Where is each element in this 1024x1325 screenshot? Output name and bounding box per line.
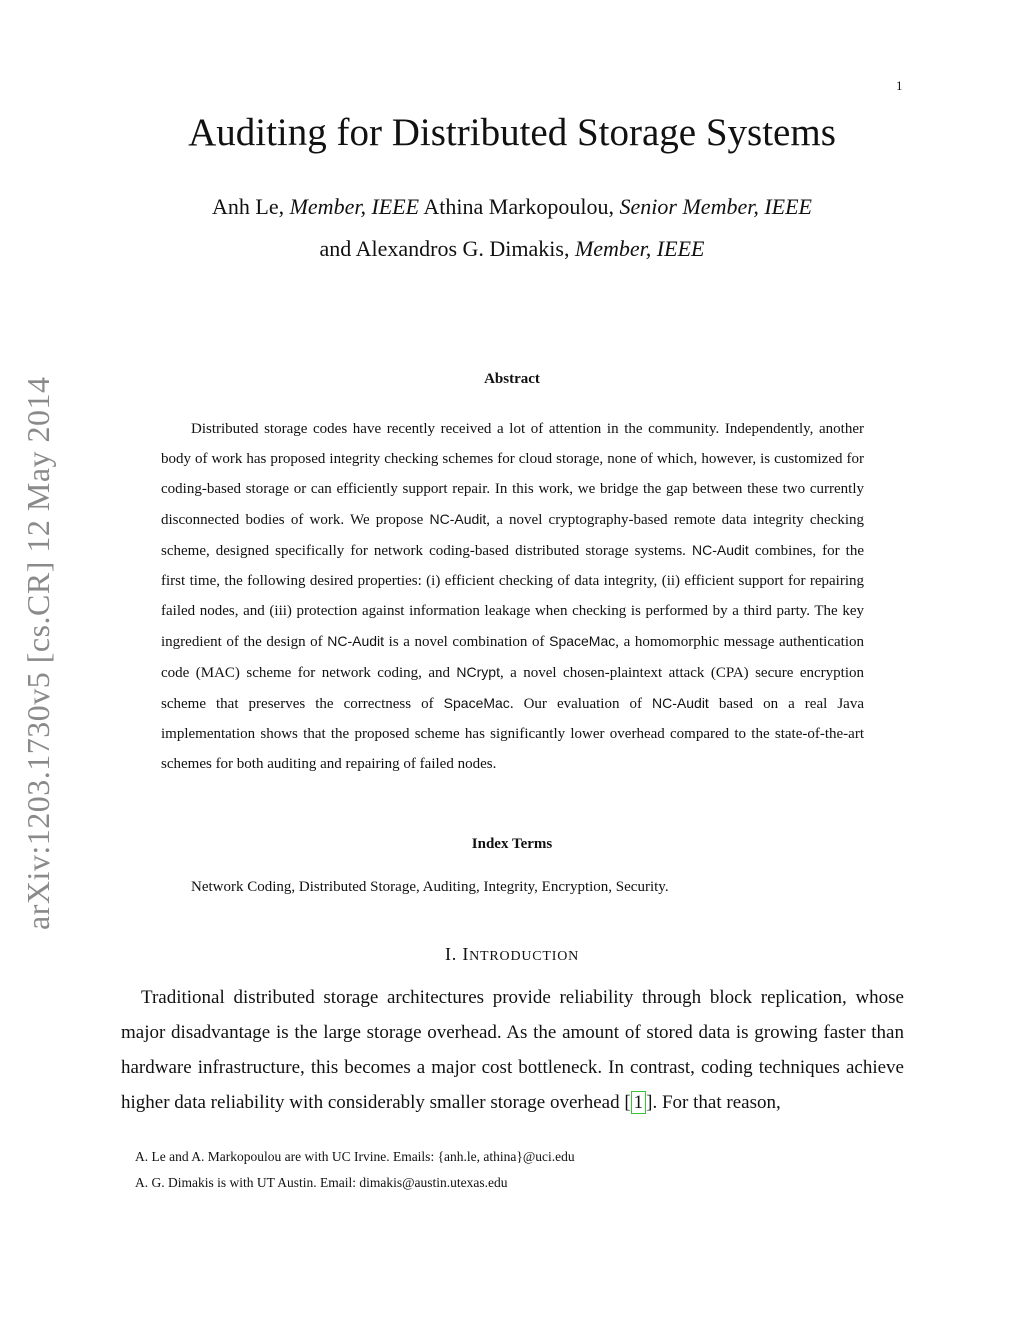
author-role: Member, IEEE (574, 236, 705, 261)
citation-link[interactable]: 1 (631, 1091, 647, 1114)
author-line-1 (0, 186, 1024, 228)
index-terms-text: Network Coding, Distributed Storage, Auditing, Integrity, Encryption, Security. (191, 879, 669, 895)
introduction-paragraph: Traditional distributed storage architectures provide reliability through block replication, whose major disadvantage is the large storage overhead. As the amount of stored data is growing faster than hardware infrastructure, this becomes a major cost bottleneck. In contrast, coding techniques achieve higher data reliability with considerably smaller storage overhead [ 1 ]. For that reason, (121, 987, 904, 1113)
scheme-name: NC-Audit (652, 695, 709, 711)
scheme-name: SpaceMac (549, 633, 616, 649)
author-name: Anh Le, (212, 194, 290, 219)
page-number: 1 (896, 78, 903, 93)
author-role: Senior Member, IEEE (619, 194, 812, 219)
paper-title: Auditing for Distributed Storage Systems (188, 111, 836, 154)
abstract-text: Distributed storage codes have recently received a lot of attention in the community. Independently, another body of work has proposed integrity checking schemes for cloud storage, none of which, however, is customized for coding-based storage or can efficiently support repair. In this work, we bridge the gap between these two currently disconnected bodies of work. We propose NC-Audit, a novel cryptography-based remote data integrity checking scheme, designed specifically for network coding-based distributed storage systems. NC-Audit combines, for the first time, the following desired properties: (i) efficient checking of data integrity, (ii) efficient support for repairing failed nodes, and (iii) protection against information leakage when checking is performed by a third party. The key ingredient of the design of NC-Audit is a novel combination of SpaceMac, a homomorphic message authentication code (MAC) scheme for network coding, and NCrypt, a novel chosen-plaintext attack (CPA) secure encryption scheme that preserves the correctness of SpaceMac. Our evaluation of NC-Audit based on a real Java implementation shows that the proposed scheme has significantly lower overhead compared to the state-of-the-art schemes for both auditing and repairing of failed nodes. (161, 421, 865, 772)
introduction-heading: I. INTRODUCTION (444, 944, 580, 964)
arxiv-identifier-stamp: arXiv:1203.1730v5 [cs.CR] 12 May 2014 (20, 376, 56, 930)
scheme-name: NC-Audit (327, 633, 385, 649)
scheme-name: NCrypt (456, 664, 500, 680)
scheme-name: NC-Audit (429, 511, 487, 527)
footnotes (121, 1144, 575, 1196)
author-block (0, 186, 1024, 270)
author-name: and Alexandros G. Dimakis, (319, 236, 575, 261)
footnote-affiliation-1: A. Le and A. Markopoulou are with UC Irvine. Emails: {anh.le, athina}@uci.edu (135, 1149, 575, 1164)
scheme-name: NC-Audit (692, 542, 749, 558)
index-terms-heading: Index Terms (471, 836, 553, 852)
abstract-heading: Abstract (484, 371, 540, 387)
author-line-2 (0, 228, 1024, 270)
author-name: Athina Markopoulou, (419, 194, 620, 219)
scheme-name: SpaceMac (443, 695, 510, 711)
author-role: Member, IEEE (289, 194, 420, 219)
footnote-affiliation-2: A. G. Dimakis is with UT Austin. Email: dimakis@austin.utexas.edu (135, 1175, 508, 1190)
